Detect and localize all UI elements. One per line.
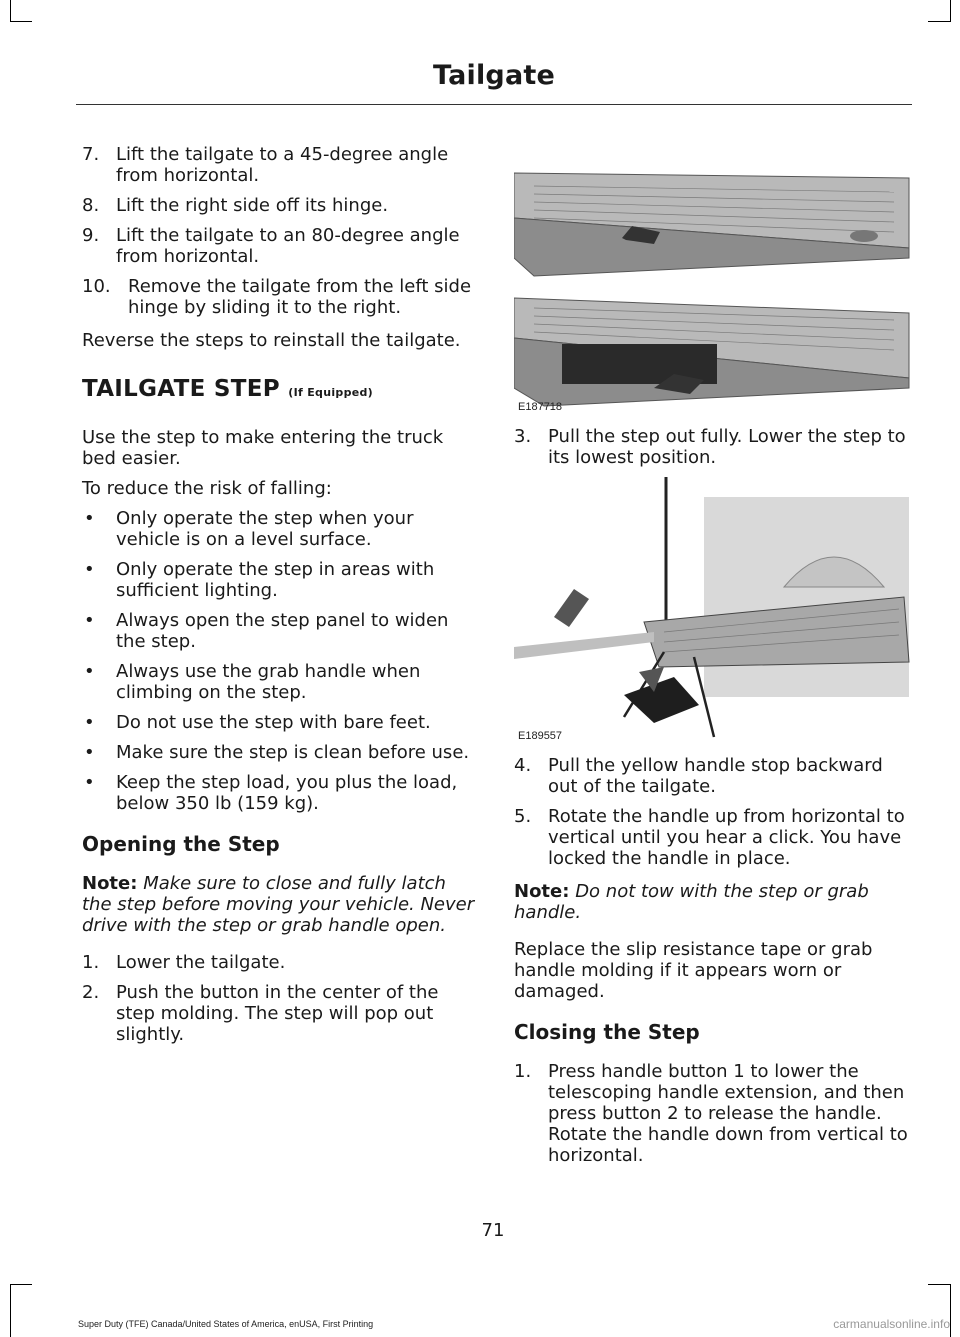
step-number: 3.: [514, 426, 532, 447]
step-text: Remove the tailgate from the left side hinge by sliding it to the right.: [128, 276, 472, 318]
replace-tape-text: Replace the slip resistance tape or grab handle molding if it appears worn or damaged.: [514, 939, 873, 1002]
step-10: [82, 276, 477, 318]
bullet-glyph: •: [84, 742, 95, 763]
crop-mark-top-left-v: [10, 0, 11, 22]
step-text: Push the button in the center of the step molding. The step will pop out slightly.: [116, 982, 439, 1045]
bullet-item: [82, 610, 477, 652]
step-number: 1.: [82, 952, 100, 973]
bullet-text: Only operate the step in areas with sufficient lighting.: [116, 559, 435, 601]
bullet-item: [82, 508, 477, 550]
bullet-item: [82, 772, 477, 814]
step-extended-illustration: [514, 477, 914, 747]
step-number: 5.: [514, 806, 532, 827]
figure-code: E187718: [518, 401, 563, 413]
section-subtitle: (If Equipped): [288, 386, 374, 399]
page-number: 71: [481, 1220, 505, 1241]
step-number: 9.: [82, 225, 100, 246]
bullet-text: Keep the step load, you plus the load, below 350 lb (159 kg).: [116, 772, 458, 814]
crop-mark-top-left-h: [10, 21, 32, 22]
bullet-glyph: •: [84, 610, 95, 631]
crop-mark-bottom-right-v: [950, 1284, 951, 1337]
step-5: [514, 806, 914, 869]
step-text: Lower the tailgate.: [116, 952, 286, 973]
step-text: Lift the right side off its hinge.: [116, 195, 389, 216]
watermark: carmanualsonline.info: [833, 1317, 950, 1331]
opening-step-1: [82, 952, 477, 973]
crop-mark-top-right-v: [950, 0, 951, 22]
bullet-item: [82, 712, 477, 733]
footer-text: Super Duty (TFE) Canada/United States of America, enUSA, First Printing: [78, 1319, 374, 1329]
step-text: Press handle button 1 to lower the telescoping handle extension, and then press button 2 to release the handle. Rotate the handle down from vertical to horizontal.: [548, 1061, 908, 1166]
step-number: 10.: [82, 276, 111, 297]
crop-mark-bottom-left-h: [10, 1284, 32, 1285]
bullet-glyph: •: [84, 508, 95, 529]
step-text: Pull the yellow handle stop backward out of the tailgate.: [548, 755, 883, 797]
note-text: Make sure to close and fully latch the step before moving your vehicle. Never drive with the step or grab handle open.: [82, 873, 475, 936]
figure-tailgate-removal: [514, 148, 914, 418]
step-8: [82, 195, 477, 216]
step-number: 1.: [514, 1061, 532, 1082]
bullet-text: Do not use the step with bare feet.: [116, 712, 431, 733]
bullet-text: Make sure the step is clean before use.: [116, 742, 470, 763]
step-number: 8.: [82, 195, 100, 216]
step-text: Pull the step out fully. Lower the step to its lowest position.: [548, 426, 906, 468]
figure-code: E189557: [518, 730, 563, 742]
bullet-text: Only operate the step when your vehicle is on a level surface.: [116, 508, 414, 550]
closing-step-1: [514, 1061, 914, 1166]
step-number: 2.: [82, 982, 100, 1003]
note-label: Note:: [514, 881, 570, 902]
crop-mark-bottom-left-v: [10, 1284, 11, 1337]
step-text: Lift the tailgate to a 45-degree angle from horizontal.: [116, 144, 449, 186]
step-text: Lift the tailgate to an 80-degree angle from horizontal.: [116, 225, 460, 267]
risk-intro-text: To reduce the risk of falling:: [82, 478, 332, 499]
left-column: [82, 144, 477, 1054]
bullet-glyph: •: [84, 661, 95, 682]
reverse-steps-text: Reverse the steps to reinstall the tailgate.: [82, 330, 461, 351]
opening-step-2: [82, 982, 477, 1045]
step-7: [82, 144, 477, 186]
bullet-glyph: •: [84, 559, 95, 580]
tailgate-removal-illustration: [514, 148, 914, 418]
crop-mark-top-right-h: [928, 21, 950, 22]
note-do-not-tow: [514, 881, 914, 923]
bullet-item: [82, 742, 477, 763]
page-title: Tailgate: [432, 60, 555, 91]
note-text: Do not tow with the step or grab handle.: [514, 881, 869, 923]
note-label: Note:: [82, 873, 138, 894]
note-close-step: [82, 873, 477, 936]
header-rule: [76, 104, 912, 105]
step-text: Rotate the handle up from horizontal to vertical until you hear a click. You have locked the handle in place.: [548, 806, 905, 869]
step-4: [514, 755, 914, 797]
figure-step-extended: [514, 477, 914, 747]
bullet-item: [82, 661, 477, 703]
step-number: 7.: [82, 144, 100, 165]
step-9: [82, 225, 477, 267]
bullet-text: Always use the grab handle when climbing on the step.: [116, 661, 421, 703]
right-column: [514, 148, 914, 1175]
closing-heading: Closing the Step: [514, 1020, 700, 1044]
crop-mark-bottom-right-h: [928, 1284, 950, 1285]
bullet-item: [82, 559, 477, 601]
bullet-glyph: •: [84, 772, 95, 793]
section-heading-tailgate-step: [82, 376, 477, 403]
section-title: TAILGATE STEP: [82, 376, 280, 402]
opening-heading: Opening the Step: [82, 832, 280, 856]
bullet-glyph: •: [84, 712, 95, 733]
intro-text: Use the step to make entering the truck bed easier.: [82, 427, 444, 469]
step-number: 4.: [514, 755, 532, 776]
step-3: [514, 426, 914, 468]
bullet-text: Always open the step panel to widen the step.: [116, 610, 449, 652]
